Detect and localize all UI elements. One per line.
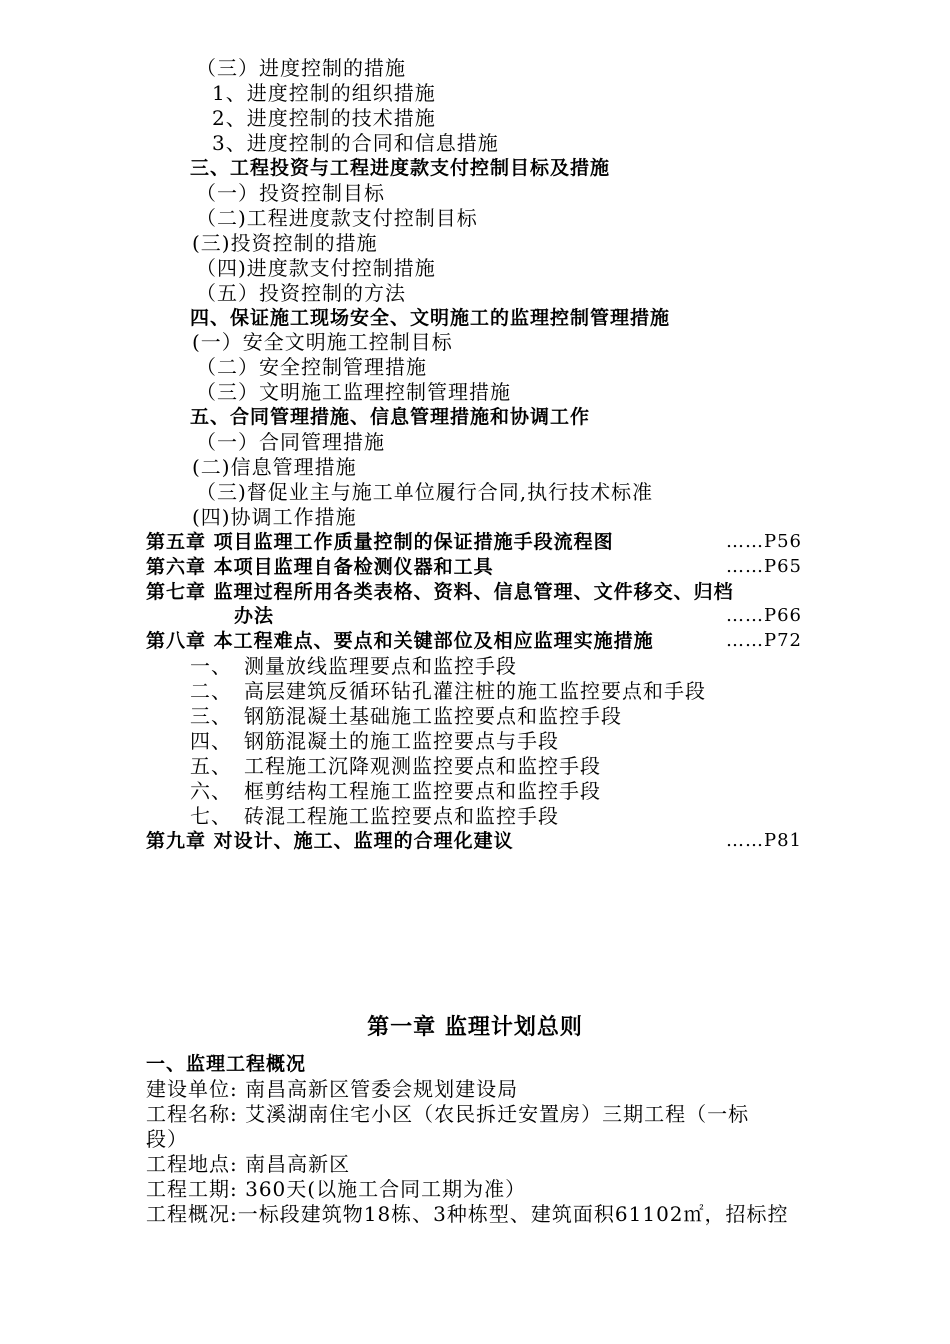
toc-chapter-6: 第六章 本项目监理自备检测仪器和工具: [146, 556, 494, 578]
toc-page-number: ……P81: [725, 830, 802, 851]
ch8-item: 砖混工程施工监控要点和监控手段: [244, 804, 559, 828]
toc-chapter-7-cont: 办法: [234, 605, 275, 627]
toc-item: 3、进度控制的合同和信息措施: [212, 131, 499, 155]
toc-item: （一）合同管理措施: [196, 430, 385, 454]
toc-page-number: ……P65: [725, 556, 802, 577]
toc-chapter-8: 第八章 本工程难点、要点和关键部位及相应监理实施措施: [146, 630, 654, 652]
toc-item: （二）安全控制管理措施: [196, 355, 427, 379]
ch8-item: 框剪结构工程施工监控要点和监控手段: [244, 779, 601, 803]
toc-item: （一）投资控制目标: [196, 181, 385, 205]
toc-item: （五）投资控制的方法: [196, 281, 406, 305]
toc-item: 2、进度控制的技术措施: [212, 106, 436, 130]
toc-item: （三)督促业主与施工单位履行合同,执行技术标准: [196, 480, 654, 504]
body-line: 段）: [146, 1127, 188, 1151]
toc-item: （二)工程进度款支付控制目标: [196, 206, 478, 230]
body-line: 工程名称: 艾溪湖南住宅小区（农民拆迁安置房）三期工程（一标: [146, 1102, 750, 1126]
toc-heading: 五、合同管理措施、信息管理措施和协调工作: [190, 406, 591, 428]
ch8-item: 高层建筑反循环钻孔灌注桩的施工监控要点和手段: [244, 679, 706, 703]
body-line: 工程地点: 南昌高新区: [146, 1152, 351, 1176]
toc-page-number: ……P56: [725, 531, 802, 552]
toc-item: （四)进度款支付控制措施: [196, 256, 436, 280]
ch8-item-num: 四、: [190, 729, 232, 753]
toc-item: (一）安全文明施工控制目标: [192, 330, 453, 354]
toc-heading: 四、保证施工现场安全、文明施工的监理控制管理措施: [190, 307, 671, 329]
ch8-item-num: 五、: [190, 754, 232, 778]
toc-page-number: ……P72: [725, 630, 802, 651]
toc-chapter-9: 第九章 对设计、施工、监理的合理化建议: [146, 830, 514, 852]
body-line: 建设单位: 南昌高新区管委会规划建设局: [146, 1077, 519, 1101]
toc-item: (三)投资控制的措施: [192, 231, 378, 255]
toc-item: (二)信息管理措施: [192, 455, 357, 479]
chapter-title: 第一章 监理计划总则: [367, 1015, 583, 1040]
toc-chapter-5: 第五章 项目监理工作质量控制的保证措施手段流程图: [146, 531, 614, 553]
toc-item: (四)协调工作措施: [192, 505, 357, 529]
toc-item: （三）进度控制的措施: [196, 56, 406, 80]
ch8-item: 测量放线监理要点和监控手段: [244, 654, 517, 678]
ch8-item: 工程施工沉降观测监控要点和监控手段: [244, 754, 601, 778]
toc-page-number: ……P66: [725, 605, 802, 626]
toc-heading: 三、工程投资与工程进度款支付控制目标及措施: [190, 157, 611, 179]
body-line: 工程概况:一标段建筑物18栋、3种栋型、建筑面积61102㎡，招标控: [146, 1202, 789, 1226]
ch8-item-num: 六、: [190, 779, 232, 803]
toc-item: （三）文明施工监理控制管理措施: [196, 380, 511, 404]
ch8-item-num: 三、: [190, 704, 232, 728]
section-title: 一、监理工程概况: [146, 1053, 307, 1075]
toc-chapter-7: 第七章 监理过程所用各类表格、资料、信息管理、文件移交、归档: [146, 581, 734, 603]
ch8-item: 钢筋混凝土的施工监控要点与手段: [244, 729, 559, 753]
body-line: 工程工期: 360天(以施工合同工期为准）: [146, 1177, 527, 1201]
ch8-item-num: 二、: [190, 679, 232, 703]
toc-item: 1、进度控制的组织措施: [212, 81, 436, 105]
ch8-item-num: 七、: [190, 804, 232, 828]
ch8-item: 钢筋混凝土基础施工监控要点和监控手段: [244, 704, 622, 728]
ch8-item-num: 一、: [190, 654, 232, 678]
